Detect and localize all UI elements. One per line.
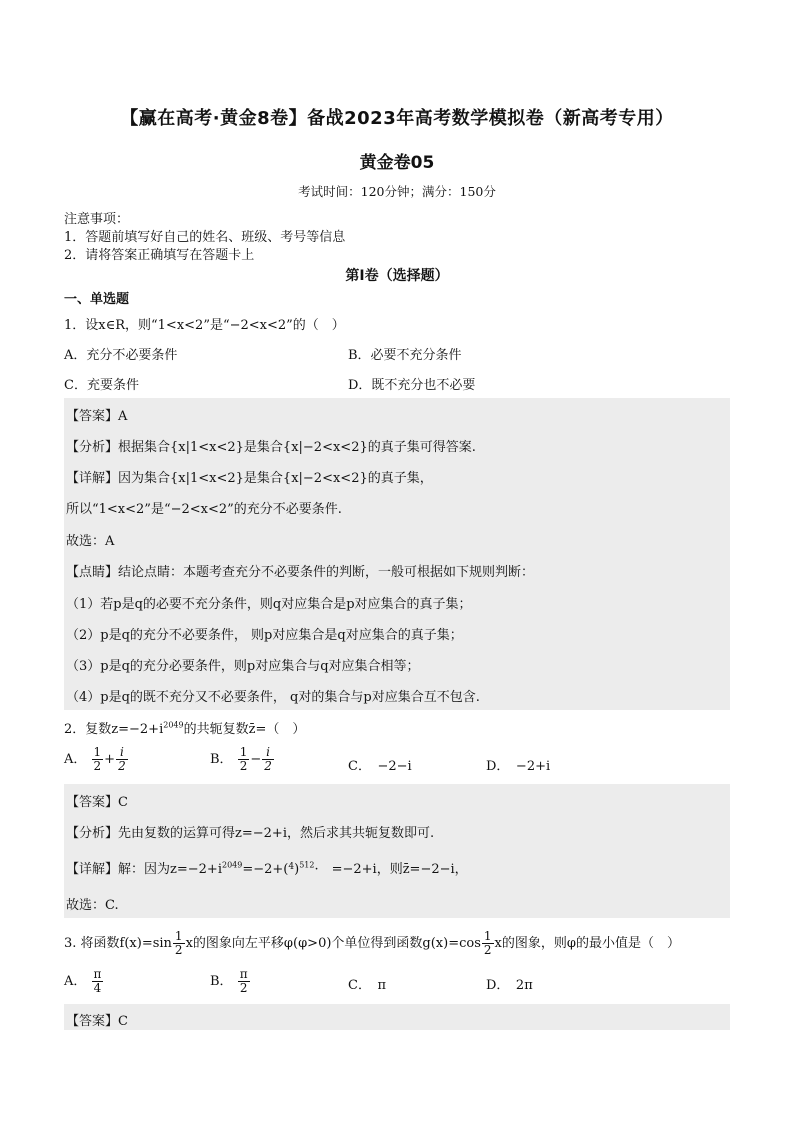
analysis-tag: 【分析】 [66, 826, 119, 841]
numerator: 1 [239, 745, 248, 759]
option-a: A．充分不必要条件 [64, 348, 178, 363]
stem-part: 2．复数z=−2+i [64, 722, 164, 737]
analysis [66, 822, 434, 841]
stem-part: x的图象，则φ的最小值是（ ） [494, 936, 680, 951]
option-c: C． π [348, 978, 386, 993]
denominator: 2 [483, 943, 492, 957]
detail-part: 解：因为z=−2+i [118, 862, 222, 877]
analysis [66, 436, 476, 455]
stem-exponent: 2049 [163, 720, 184, 730]
option-label: B． [210, 752, 233, 767]
option-d: D．既不充分也不必要 [348, 378, 476, 393]
detail-part: ) [294, 862, 300, 877]
detail-exponent: 512 [299, 860, 315, 870]
fraction [262, 746, 274, 773]
denominator: 2 [174, 943, 183, 957]
operator: + [104, 752, 116, 767]
point-rule: （3）p是q的充分必要条件，则p对应集合与q对应集合相等； [66, 659, 420, 674]
section-title: 第Ⅰ卷（选择题） [345, 268, 449, 284]
detail-part: =−2+( [242, 862, 289, 877]
option-label: B． [210, 974, 233, 989]
stem-part: 的共轭复数z̄=（ ） [183, 722, 306, 737]
option-b [210, 968, 251, 995]
option-d: D． 2π [486, 978, 533, 993]
question-stem: 1．设x∈R，则“1<x<2”是“−2<x<2”的（ ） [64, 318, 345, 333]
analysis-text: 先由复数的运算可得z=−2+i，然后求其共轭复数即可. [118, 826, 435, 841]
option-c: C．充要条件 [64, 378, 139, 393]
point [66, 561, 534, 580]
option-d: D． −2+i [486, 759, 551, 774]
exam-info: 考试时间：120分钟；满分：150分 [298, 184, 496, 199]
option-a [64, 968, 104, 995]
fraction [92, 968, 104, 995]
detail-tag: 【详解】 [66, 471, 119, 486]
numerator: 1 [93, 745, 102, 759]
detail-line: 所以“1<x<2”是“−2<x<2”的充分不必要条件. [66, 502, 342, 517]
point-rule: （1）若p是q的必要不充分条件，则q对应集合是p对应集合的真子集； [66, 597, 472, 612]
point-rule: （2）p是q的充分不必要条件， 则p对应集合是q对应集合的真子集； [66, 628, 463, 643]
numerator: 1 [174, 929, 183, 943]
conclusion: 故选：A [66, 534, 115, 549]
page-title: 【赢在高考·黄金8卷】备战2023年高考数学模拟卷（新高考专用） [120, 108, 674, 129]
fraction [238, 968, 250, 995]
solution-block [64, 1004, 730, 1030]
question-stem [64, 930, 680, 957]
denominator: 2 [93, 759, 102, 773]
stem-part: x的图象向左平移φ(φ>0)个单位得到函数g(x)=cos [185, 936, 481, 951]
analysis-text: 根据集合{x|1<x<2}是集合{x|−2<x<2}的真子集可得答案. [118, 440, 476, 455]
answer: 【答案】C [66, 1014, 128, 1029]
detail-exponent: 2049 [221, 860, 243, 870]
point-rule: （4）p是q的既不充分又不必要条件， q对的集合与p对应集合互不包含. [66, 690, 480, 705]
option-label: A． [64, 752, 87, 767]
stem-part: 3. 将函数f(x)=sin [64, 936, 172, 951]
solution-block [64, 784, 730, 918]
fraction [116, 746, 128, 773]
detail [66, 467, 433, 486]
paper-subtitle: 黄金卷05 [359, 153, 435, 173]
detail-text: 因为集合{x|1<x<2}是集合{x|−2<x<2}的真子集， [118, 471, 433, 486]
numerator: i [262, 746, 274, 760]
numerator: 1 [483, 929, 492, 943]
fraction [173, 930, 185, 957]
question-stem [64, 718, 305, 737]
denominator: 2 [264, 759, 272, 773]
numerator: π [239, 967, 248, 981]
detail-part: 4 [288, 862, 295, 872]
detail-part: · =−2+i，则z̄=−2−i， [314, 862, 468, 877]
option-b: B．必要不充分条件 [348, 348, 462, 363]
point-text: 结论点睛：本题考查充分不必要条件的判断，一般可根据如下规则判断： [118, 565, 535, 580]
numerator: i [116, 746, 128, 760]
option-c: C． −2−i [348, 759, 412, 774]
notice-heading: 注意事项： [64, 212, 130, 227]
answer: 【答案】C [66, 795, 128, 810]
fraction [482, 930, 494, 957]
analysis-tag: 【分析】 [66, 440, 119, 455]
option-b [210, 746, 275, 773]
detail-tag: 【详解】 [66, 862, 119, 877]
part-heading: 一、单选题 [64, 292, 130, 307]
notice-item: 1．答题前填写好自己的姓名、班级、考号等信息 [64, 230, 346, 245]
option-a [64, 746, 129, 773]
denominator: 2 [118, 759, 126, 773]
denominator: 2 [239, 981, 248, 995]
numerator: π [93, 967, 102, 981]
conclusion: 故选：C. [66, 898, 119, 913]
detail [66, 858, 468, 877]
denominator: 2 [239, 759, 248, 773]
option-label: A． [64, 974, 87, 989]
answer: 【答案】A [66, 409, 128, 424]
point-tag: 【点睛】 [66, 565, 119, 580]
fraction [92, 746, 104, 773]
notice-item: 2．请将答案正确填写在答题卡上 [64, 248, 255, 263]
denominator: 4 [93, 981, 102, 995]
operator: − [250, 752, 262, 767]
fraction [238, 746, 250, 773]
